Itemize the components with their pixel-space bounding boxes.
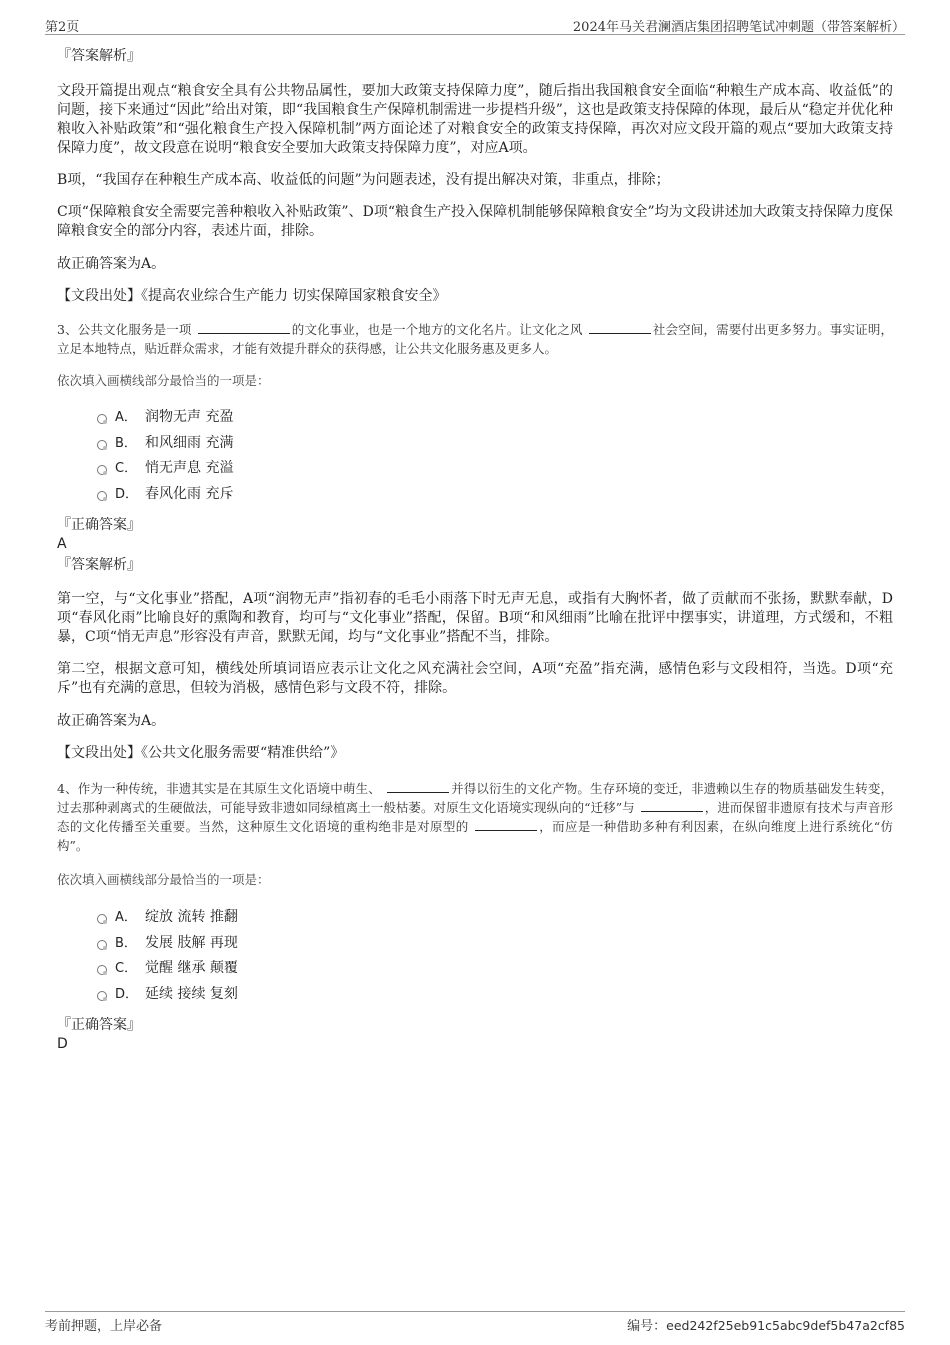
radio-icon[interactable] [97,965,107,975]
analysis-paragraph: 文段开篇提出观点“粮食安全具有公共物品属性，要加大政策支持保障力度”，随后指出我国粮食安全面临“种粮生产成本高、收益低”的问题，接下来通过“因此”给出对策，即“我国粮食生产保障机制需进一步提档升级”，这也是政策支持保障的体现，最后从“稳定并优化种粮收入补贴政策”和“强化粮食生产投入保障机制”两方面论述了对粮食安全的政策支持保障，再次对应文段开篇的观点“要加大政策支持保障力度”，故文段意在说明“粮食安全要加大政策支持保障力度”，对应A项。 [57,83,893,156]
stem-text: 社会空间，需要付出更多努力。事实证明，立足本地特点，贴近群众需求，才能有效提升群众的获得感，让公共文化服务惠及更多人。 [57,322,893,356]
page-header [45,14,905,35]
blank-line [641,799,703,812]
document-code [627,1315,905,1334]
option-text: 绽放 流转 推翻 [145,909,238,925]
option-text: 延续 接续 复刻 [145,985,238,1002]
code-label: 编号： [627,1319,667,1334]
blank-line [475,818,537,831]
analysis-title: 『答案解析』 [57,48,141,64]
radio-icon[interactable] [97,914,107,924]
page-footer [45,1311,905,1334]
question-instruction: 依次填入画横线部分最恰当的一项是： [57,872,270,887]
question-3 [57,320,893,763]
option-d[interactable] [57,482,893,508]
option-a[interactable] [57,905,893,931]
option-letter: A． [115,910,137,925]
option-letter: C． [115,461,138,476]
document-title: 2024年马关君澜酒店集团招聘笔试冲刺题（带答案解析） [572,20,905,35]
correct-answer: D [57,1036,68,1052]
blank-line [387,780,449,793]
stem-text: ，进而保留非遗原有技术与声音形态的文化传播至关重要。当然，这种原生文化语境的重构绝非是对原型的 [57,800,893,834]
stem-text: 3、公共文化服务是一项 [57,322,196,337]
page-content [57,46,893,1053]
option-letter: B． [115,935,137,951]
analysis-paragraph: 第二空，根据文意可知，横线处所填词语应表示让文化之风充满社会空间，A项“充盈”指充满，感情色彩与文段相符，当选。D项“充斥”也有充满的意思，但较为消极，感情色彩与文段不符，排除。 [57,661,893,696]
analysis-paragraph: C项“保障粮食安全需要完善种粮收入补贴政策”、D项“粮食生产投入保障机制能够保障粮食安全”均为文段讲述加大政策支持保障力度保障粮食安全的部分内容，表述片面，排除。 [57,204,893,239]
option-c[interactable] [57,956,893,982]
options-list [57,405,893,507]
option-letter: C． [115,961,138,976]
question-stem [57,779,893,855]
radio-icon[interactable] [97,465,107,475]
passage-source: 【文段出处】《提高农业综合生产能力 切实保障国家粮食安全》 [57,288,447,304]
option-a[interactable] [57,405,893,431]
option-c[interactable] [57,456,893,482]
code-value: eed242f25eb91c5abc9def5b47a2cf85 [666,1318,905,1333]
option-text: 和风细雨 充满 [145,434,234,451]
option-text: 润物无声 充盈 [145,409,234,425]
stem-text: 4、作为一种传统，非遗其实是在其原生文化语境中萌生、 [57,781,385,796]
option-text: 悄无声息 充溢 [145,460,234,476]
option-text: 春风化雨 充斥 [145,485,234,502]
passage-source: 【文段出处】《公共文化服务需要“精准供给”》 [57,745,345,761]
stem-text: 并得以衍生的文化产物。生存环境的变迁，非遗赖以生存的物质基础发生转变，过去那种剥离式的生硬做法，可能导致非遗如同绿植离土一般枯萎。对原生文化语境实现纵向的“迁移”与 [57,781,893,815]
option-letter: B． [115,435,137,451]
analysis-paragraph: B项，“我国存在种粮生产成本高、收益低的问题”为问题表述，没有提出解决对策，非重点，排除； [57,172,670,188]
option-letter: A． [115,410,137,425]
correct-answer: A [57,536,67,552]
radio-icon[interactable] [97,991,107,1001]
question-instruction: 依次填入画横线部分最恰当的一项是： [57,373,270,388]
q2-analysis [57,46,893,306]
blank-line [589,321,651,334]
option-b[interactable] [57,431,893,457]
question-4 [57,779,893,1053]
correct-answer-title: 『正确答案』 [57,517,141,533]
option-letter: D． [115,986,139,1002]
footer-slogan: 考前押题，上岸必备 [45,1319,163,1334]
radio-icon[interactable] [97,440,107,450]
stem-text: ，而应是一种借助多种有利因素，在纵向维度上进行系统化“仿构”。 [57,819,893,853]
correct-answer-statement: 故正确答案为A。 [57,256,166,272]
radio-icon[interactable] [97,940,107,950]
radio-icon[interactable] [97,491,107,501]
blank-line [198,321,290,334]
options-list [57,905,893,1007]
question-stem [57,320,893,358]
radio-icon[interactable] [97,414,107,424]
option-letter: D． [115,486,139,502]
stem-text: 的文化事业，也是一个地方的文化名片。让文化之风 [291,322,587,337]
page-number: 第2页 [45,20,80,35]
analysis-paragraph: 第一空，与“文化事业”搭配，A项“润物无声”指初春的毛毛小雨落下时无声无息，或指有大胸怀者，做了贡献而不张扬，默默奉献，D项“春风化雨”比喻良好的熏陶和教育，均可与“文化事业”搭配，保留。B项“和风细雨”比喻在批评中摆事实，讲道理，方式缓和，不粗暴，C项“悄无声息”形容没有声音，默默无闻，均与“文化事业”搭配不当，排除。 [57,591,893,645]
correct-answer-title: 『正确答案』 [57,1017,141,1033]
correct-answer-statement: 故正确答案为A。 [57,713,166,729]
option-text: 觉醒 继承 颠覆 [145,960,238,976]
analysis-title: 『答案解析』 [57,557,141,573]
option-b[interactable] [57,931,893,957]
option-text: 发展 肢解 再现 [145,934,238,951]
option-d[interactable] [57,982,893,1008]
